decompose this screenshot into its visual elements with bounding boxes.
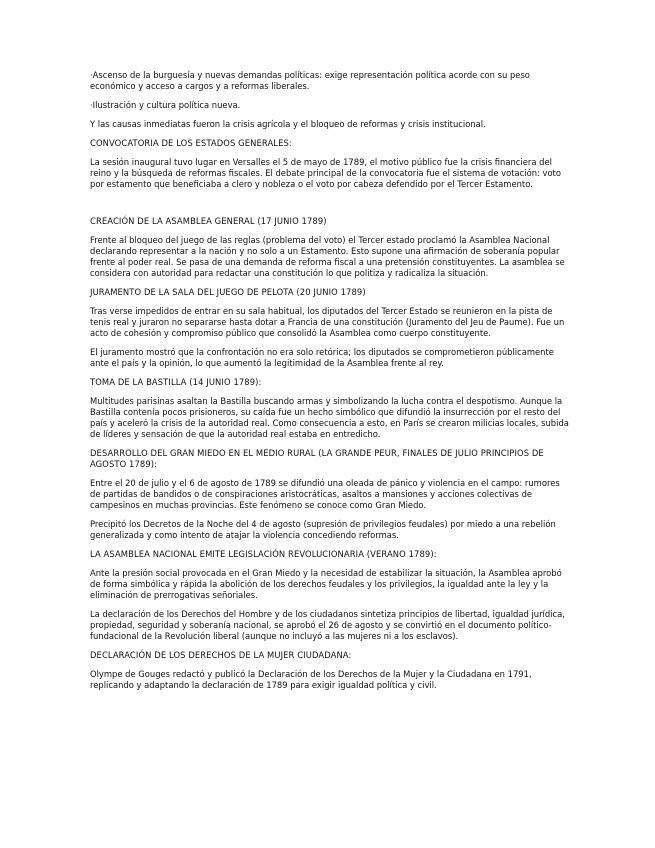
section-paragraph: La sesión inaugural tuvo lugar en Versalles el 5 de mayo de 1789, el motivo público fue la crisis financiera del reino y la búsqueda de reformas fiscales. El debate principal de la convocatoria fue el sistema de votación: voto por estamento que beneficiaba a clero y nobleza o el voto por cabeza defendido por el Tercer Estamento.: [90, 157, 561, 189]
section-heading-gran-miedo: DESARROLLO DEL GRAN MIEDO EN EL MEDIO RURAL (LA GRANDE PEUR, FINALES DE JULIO PRINCIPIOS DE AGOSTO 1789):: [90, 448, 544, 469]
section-heading-asamblea-general: CREACIÓN DE LA ASAMBLEA GENERAL (17 JUNIO 1789): [90, 216, 327, 226]
section-heading-convocatoria: CONVOCATORIA DE LOS ESTADOS GENERALES:: [90, 138, 292, 148]
section-paragraph: Ante la presión social provocada en el Gran Miedo y la necesidad de estabilizar la situación, la Asamblea aprobó de forma simbólica y rápida la abolición de los derechos feudales y los privilegios, la igualdad ante la ley y la eliminación de prerrogativas señoriales.: [90, 568, 562, 600]
section-paragraph: Olympe de Gouges redactó y publicó la Declaración de los Derechos de la Mujer y la Ciudadana en 1791, replicando y adaptando la declaración de 1789 para exigir igualdad política y civil.: [90, 669, 532, 690]
section-paragraph: La declaración de los Derechos del Hombre y de los ciudadanos sintetiza principios de libertad, igualdad jurídica, propiedad, seguridad y soberanía nacional, se aprobó el 26 de agosto y se convirtió en el documento político-fundacional de la Revolución liberal (aunque no incluyó a las mujeres ni a los esclavos).: [90, 609, 565, 641]
blank-line: [90, 198, 569, 216]
section-paragraph: Entre el 20 de julio y el 6 de agosto de 1789 se difundió una oleada de pánico y violencia en el campo: rumores de partidas de bandidos o de conspiraciones aristocráticas, asaltos a mansiones y acciones colectivas de campesinos en muchas provincias. Este fenómeno se conoce como Gran Miedo.: [90, 478, 560, 510]
section-paragraph: Multitudes parisinas asaltan la Bastilla buscando armas y simbolizando la lucha contra el despotismo. Aunque la Bastilla contenía pocos prisioneros, su caída fue un hecho simbólico que difundió la insurrección por el resto del país y aceleró la crisis de la autoridad real. Como consecuencia a esto, en París se crearon milicias locales, subida de líderes y sensación de que la autoridad real estaba en entredicho.: [90, 396, 569, 439]
section-heading-legislacion: LA ASAMBLEA NACIONAL EMITE LEGISLACIÓN REVOLUCIONARIA (VERANO 1789):: [90, 549, 437, 559]
section-heading-bastilla: TOMA DE LA BASTILLA (14 JUNIO 1789):: [90, 377, 262, 387]
section-paragraph: Precipitó los Decretos de la Noche del 4 de agosto (supresión de privilegios feudales) por miedo a una rebelión generalizada y como intento de atajar la violencia concediendo reformas.: [90, 519, 556, 540]
section-heading-juramento: JURAMENTO DE LA SALA DEL JUEGO DE PELOTA (20 JUNIO 1789): [90, 287, 366, 297]
section-paragraph: Frente al bloqueo del juego de las reglas (problema del voto) el Tercer estado proclamó la Asamblea Nacional declarando representar a la nación y no solo a un Estamento. Esto supone una afirmación de soberanía popular frente al poder real. Se pasa de una demanda de reforma fiscal a una pretensión constituyentes. La asamblea se considera con autoridad para redactar una constitución lo que politiza y radicaliza la situación.: [90, 235, 565, 278]
section-paragraph: Tras verse impedidos de entrar en su sala habitual, los diputados del Tercer Estado se reunieron en la pista de tenis real y juraron no separarse hasta dotar a Francia de una constitución (Juramento del Jeu de Paume). Fue un acto de cohesión y compromiso público que consolidó la Asamblea como cuerpo constituyente.: [90, 306, 565, 338]
section-paragraph: El juramento mostró que la confrontación no era solo retórica; los diputados se comprometieron públicamente ante el país y la opinión, lo que aumentó la legitimidad de la Asamblea frente al rey.: [90, 347, 554, 368]
intro-paragraph-1: ·Ascenso de la burguesía y nuevas demandas políticas: exige representación política acorde con su peso económico y acceso a cargos y a reformas liberales.: [90, 70, 530, 91]
intro-paragraph-2: ·Ilustración y cultura política nueva.: [90, 100, 241, 110]
intro-paragraph-3: Y las causas inmediatas fueron la crisis agrícola y el bloqueo de reformas y crisis institucional.: [90, 119, 486, 129]
section-heading-derechos-mujer: DECLARACIÓN DE LOS DERECHOS DE LA MUJER CIUDADANA:: [90, 650, 352, 660]
